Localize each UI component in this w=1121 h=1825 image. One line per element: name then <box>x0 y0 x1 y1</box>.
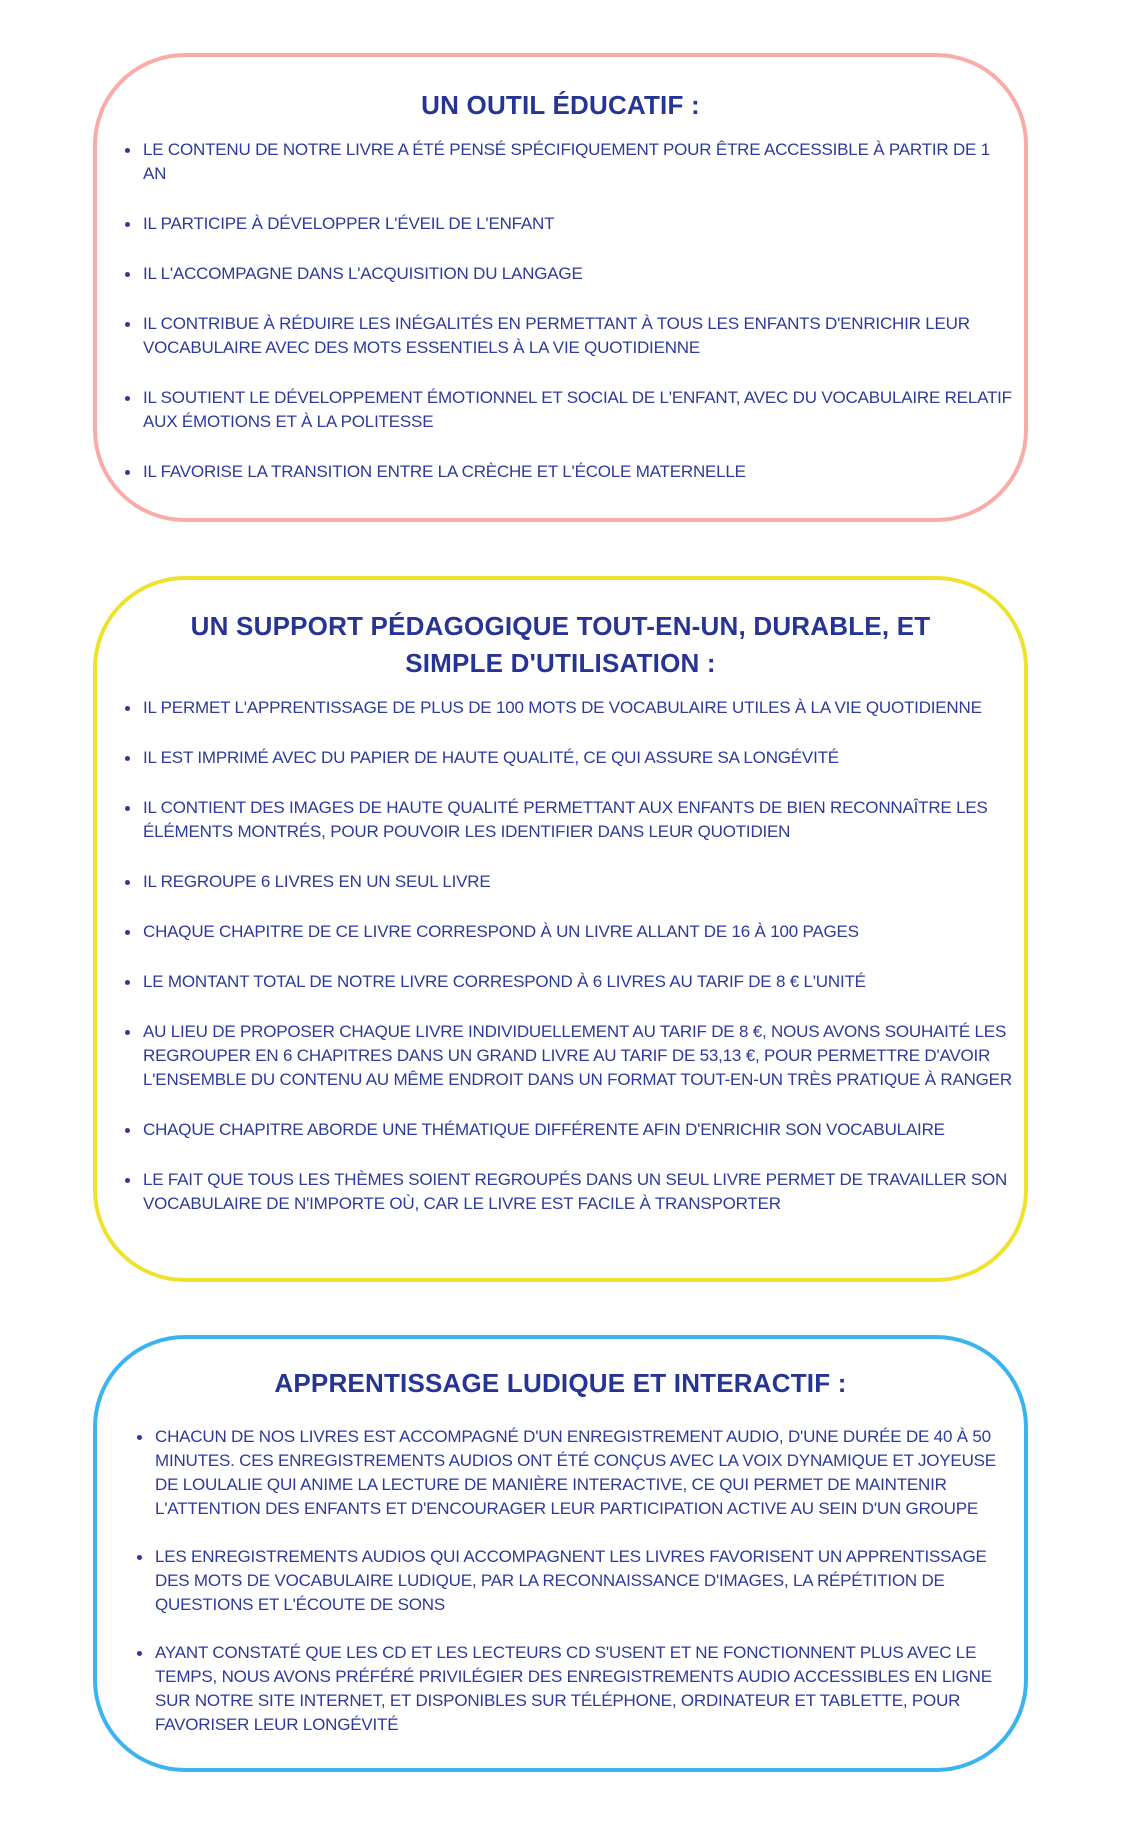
bullet-icon <box>125 148 130 153</box>
list-item-text: IL CONTIENT DES IMAGES DE HAUTE QUALITÉ PERMETTANT AUX ENFANTS DE BIEN RECONNAÎTRE LES ÉLÉMENTS MONTRÉS, POUR POUVOIR LES IDENTIFIER DANS LEUR QUOTIDIEN <box>143 798 988 841</box>
list-item-text: IL EST IMPRIMÉ AVEC DU PAPIER DE HAUTE QUALITÉ, CE QUI ASSURE SA LONGÉVITÉ <box>143 748 839 767</box>
list-item-text: IL PARTICIPE À DÉVELOPPER L'ÉVEIL DE L'ENFANT <box>143 214 555 233</box>
card-title-line-2: SIMPLE D'UTILISATION : <box>405 648 716 678</box>
bullet-icon <box>137 1555 142 1560</box>
bullet-icon <box>125 396 130 401</box>
playful-learning-card <box>93 1335 1028 1772</box>
bullet-icon <box>125 322 130 327</box>
list-item-text: AYANT CONSTATÉ QUE LES CD ET LES LECTEURS CD S'USENT ET NE FONCTIONNENT PLUS AVEC LE TEMPS, NOUS AVONS PRÉFÉRÉ PRIVILÉGIER DES ENREGISTREMENTS AUDIO ACCESSIBLES EN LIGNE SUR NOTRE SITE INTERNET, ET DISPONIBLES SUR TÉLÉPHONE, ORDINATEUR ET TABLETTE, POUR FAVORISER LEUR LONGÉVITÉ <box>155 1643 992 1734</box>
list-item <box>143 460 1014 484</box>
card-title: APPRENTISSAGE LUDIQUE ET INTERACTIF : <box>274 1368 847 1398</box>
list-item-text: LE CONTENU DE NOTRE LIVRE A ÉTÉ PENSÉ SPÉCIFIQUEMENT POUR ÊTRE ACCESSIBLE À PARTIR DE 1 AN <box>143 140 990 183</box>
bullet-icon <box>125 470 130 475</box>
list-item <box>143 870 1014 894</box>
list-item <box>155 1641 1014 1737</box>
card-title-line-1: UN SUPPORT PÉDAGOGIQUE TOUT-EN-UN, DURABLE, ET <box>190 611 931 641</box>
bullet-icon <box>125 1178 130 1183</box>
bullet-icon <box>125 1030 130 1035</box>
list-item-text: IL SOUTIENT LE DÉVELOPPEMENT ÉMOTIONNEL ET SOCIAL DE L'ENFANT, AVEC DU VOCABULAIRE RELATIF AUX ÉMOTIONS ET À LA POLITESSE <box>143 388 1012 431</box>
list-item-text: CHACUN DE NOS LIVRES EST ACCOMPAGNÉ D'UN ENREGISTREMENT AUDIO, D'UNE DURÉE DE 40 À 50 MINUTES. CES ENREGISTREMENTS AUDIOS ONT ÉTÉ CONÇUS AVEC LA VOIX DYNAMIQUE ET JOYEUSE DE LOULALIE QUI ANIME LA LECTURE DE MANIÈRE INTERACTIVE, CE QUI PERMET DE MAINTENIR L'ATTENTION DES ENFANTS ET D'ENCOURAGER LEUR PARTICIPATION ACTIVE AU SEIN D'UN GROUPE <box>155 1427 996 1518</box>
list-item-text: IL FAVORISE LA TRANSITION ENTRE LA CRÈCHE ET L'ÉCOLE MATERNELLE <box>143 462 746 481</box>
bullet-icon <box>125 880 130 885</box>
bullet-icon <box>125 806 130 811</box>
card-title <box>97 608 1024 682</box>
list-item-text: IL L'ACCOMPAGNE DANS L'ACQUISITION DU LANGAGE <box>143 264 583 283</box>
bullet-icon <box>125 272 130 277</box>
list-item-text: LES ENREGISTREMENTS AUDIOS QUI ACCOMPAGNENT LES LIVRES FAVORISENT UN APPRENTISSAGE DES MOTS DE VOCABULAIRE LUDIQUE, PAR LA RECONNAISSANCE D'IMAGES, LA RÉPÉTITION DE QUESTIONS ET L'ÉCOUTE DE SONS <box>155 1547 987 1614</box>
bullet-icon <box>125 756 130 761</box>
bullet-icon <box>125 930 130 935</box>
bullet-icon <box>137 1435 142 1440</box>
feature-list <box>97 138 1024 484</box>
list-item-text: LE MONTANT TOTAL DE NOTRE LIVRE CORRESPOND À 6 LIVRES AU TARIF DE 8 € L'UNITÉ <box>143 972 866 991</box>
list-item-text: CHAQUE CHAPITRE ABORDE UNE THÉMATIQUE DIFFÉRENTE AFIN D'ENRICHIR SON VOCABULAIRE <box>143 1120 945 1139</box>
list-item-text: IL PERMET L'APPRENTISSAGE DE PLUS DE 100 MOTS DE VOCABULAIRE UTILES À LA VIE QUOTIDIENNE <box>143 698 982 717</box>
list-item <box>143 920 1014 944</box>
list-item <box>143 212 1014 236</box>
list-item <box>143 386 1014 434</box>
bullet-icon <box>137 1651 142 1656</box>
list-item <box>143 1118 1014 1142</box>
list-item <box>143 1168 1014 1216</box>
list-item-text: CHAQUE CHAPITRE DE CE LIVRE CORRESPOND À UN LIVRE ALLANT DE 16 À 100 PAGES <box>143 922 859 941</box>
list-item-text: IL REGROUPE 6 LIVRES EN UN SEUL LIVRE <box>143 872 491 891</box>
list-item <box>143 1020 1014 1092</box>
pedagogical-support-card <box>93 576 1028 1282</box>
card-title: UN OUTIL ÉDUCATIF : <box>421 90 700 120</box>
list-item <box>143 746 1014 770</box>
list-item <box>143 970 1014 994</box>
list-item <box>155 1545 1014 1617</box>
bullet-icon <box>125 706 130 711</box>
educational-tool-card <box>93 53 1028 522</box>
list-item <box>143 312 1014 360</box>
list-item <box>155 1425 1014 1521</box>
list-item <box>143 262 1014 286</box>
feature-list <box>97 696 1024 1216</box>
bullet-icon <box>125 980 130 985</box>
list-item <box>143 138 1014 186</box>
list-item-text: IL CONTRIBUE À RÉDUIRE LES INÉGALITÉS EN PERMETTANT À TOUS LES ENFANTS D'ENRICHIR LEUR VOCABULAIRE AVEC DES MOTS ESSENTIELS À LA VIE QUOTIDIENNE <box>143 314 970 357</box>
list-item <box>143 796 1014 844</box>
bullet-icon <box>125 222 130 227</box>
list-item-text: AU LIEU DE PROPOSER CHAQUE LIVRE INDIVIDUELLEMENT AU TARIF DE 8 €, NOUS AVONS SOUHAITÉ LES REGROUPER EN 6 CHAPITRES DANS UN GRAND LIVRE AU TARIF DE 53,13 €, POUR PERMETTRE D'AVOIR L'ENSEMBLE DU CONTENU AU MÊME ENDROIT DANS UN FORMAT TOUT-EN-UN TRÈS PRATIQUE À RANGER <box>143 1022 1012 1089</box>
list-item <box>143 696 1014 720</box>
bullet-icon <box>125 1128 130 1133</box>
feature-list <box>97 1425 1024 1737</box>
list-item-text: LE FAIT QUE TOUS LES THÈMES SOIENT REGROUPÉS DANS UN SEUL LIVRE PERMET DE TRAVAILLER SON VOCABULAIRE DE N'IMPORTE OÙ, CAR LE LIVRE EST FACILE À TRANSPORTER <box>143 1170 1008 1213</box>
